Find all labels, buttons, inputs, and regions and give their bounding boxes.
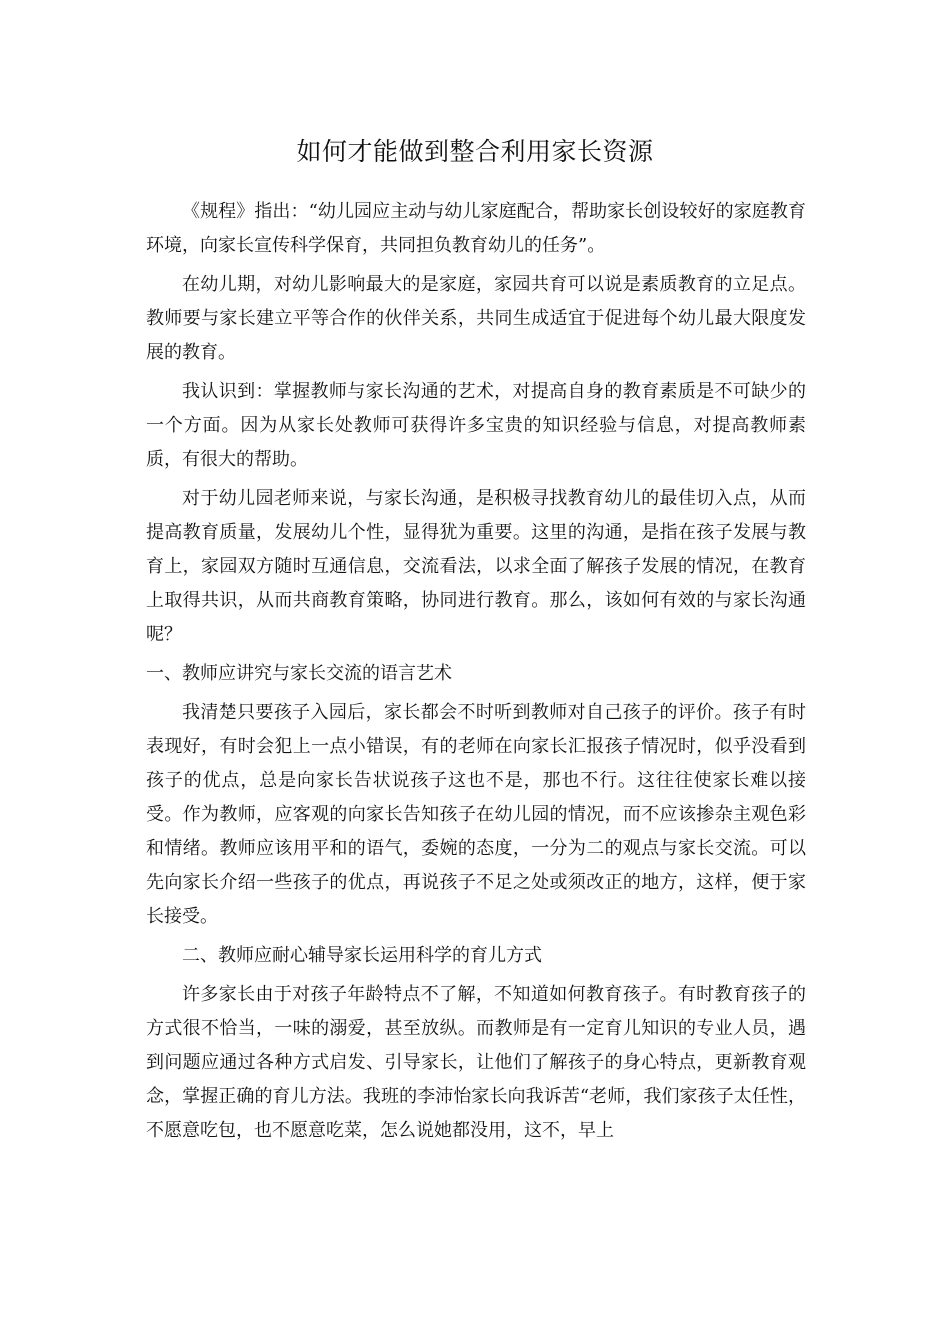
section-1-paragraph: 我清楚只要孩子入园后，家长都会不时听到教师对自己孩子的评价。孩子有时表现好，有时会犯上一点小错误，有的老师在向家长汇报孩子情况时，似乎没看到孩子的优点，总是向家长告状说孩子这也不是，那也不行。这往往使家长难以接受。作为教师，应客观的向家长告知孩子在幼儿园的情况，而不应该掺杂主观色彩和情绪。教师应该用平和的语气，委婉的态度，一分为二的观点与家长交流。可以先向家长介绍一些孩子的优点，再说孩子不足之处或须改正的地方，这样，便于家长接受。	[146, 702, 806, 927]
paragraph-1: 《规程》指出：“幼儿园应主动与幼儿家庭配合，帮助家长创设较好的家庭教育环境，向家长宣传科学保育，共同担负教育幼儿的任务”。	[146, 201, 806, 256]
page-title: 如何才能做到整合利用家长资源	[296, 137, 654, 166]
paragraph-4: 对于幼儿园老师来说，与家长沟通，是积极寻找教育幼儿的最佳切入点，从而提高教育质量，发展幼儿个性，显得犹为重要。这里的沟通，是指在孩子发展与教育上，家园双方随时互通信息，交流看法，以求全面了解孩子发展的情况，在教育上取得共识，从而共商教育策略，协同进行教育。那么，该如何有效的与家长沟通呢？	[146, 488, 806, 645]
section-2-heading: 二、教师应耐心辅导家长运用科学的育儿方式	[182, 945, 542, 966]
section-2-paragraph: 许多家长由于对孩子年龄特点不了解，不知道如何教育孩子。有时教育孩子的方式很不恰当，一味的溺爱，甚至放纵。而教师是有一定育儿知识的专业人员，遇到问题应通过各种方式启发、引导家长，让他们了解孩子的身心特点，更新教育观念，掌握正确的育儿方法。我班的李沛怡家长向我诉苦“老师，我们家孩子太任性，不愿意吃包，也不愿意吃菜，怎么说她都没用，这不，早上	[146, 984, 806, 1141]
section-1-heading: 一、教师应讲究与家长交流的语言艺术	[146, 663, 452, 684]
paragraph-2: 在幼儿期，对幼儿影响最大的是家庭，家园共育可以说是素质教育的立足点。教师要与家长建立平等合作的伙伴关系，共同生成适宜于促进每个幼儿最大限度发展的教育。	[146, 274, 806, 363]
paragraph-3: 我认识到：掌握教师与家长沟通的艺术，对提高自身的教育素质是不可缺少的一个方面。因为从家长处教师可获得许多宝贵的知识经验与信息，对提高教师素质，有很大的帮助。	[146, 381, 806, 470]
document-body	[146, 195, 806, 1153]
